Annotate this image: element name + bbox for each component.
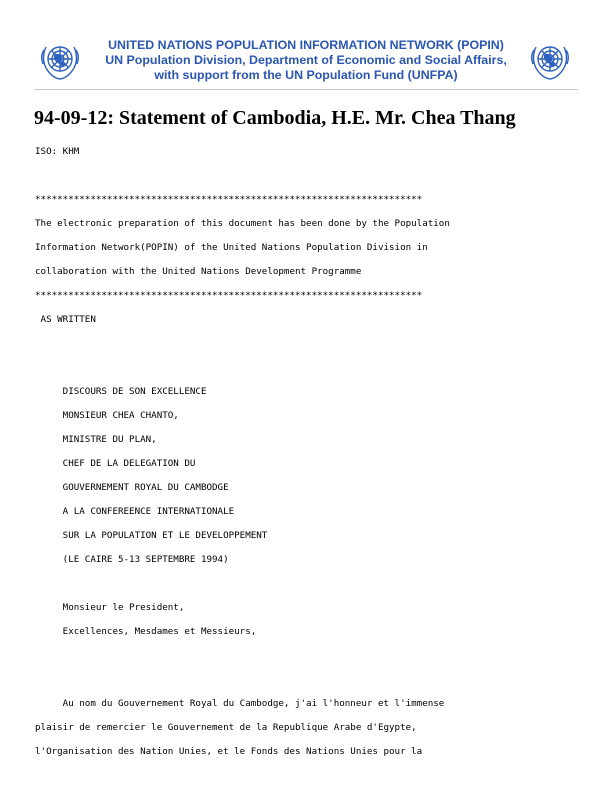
intro-line: collaboration with the United Nations Development Programme — [35, 266, 362, 277]
as-written-label: AS WRITTEN — [35, 314, 96, 325]
intro-line: The electronic preparation of this document has been done by the Population — [35, 218, 450, 229]
un-emblem-icon — [37, 38, 83, 84]
page-title: 94-09-12: Statement of Cambodia, H.E. Mr. Chea Thang — [34, 107, 516, 129]
heading-line: GOUVERNEMENT ROYAL DU CAMBODGE — [35, 482, 229, 493]
banner-line-1: UNITED NATIONS POPULATION INFORMATION NETWORK (POPIN) — [108, 38, 504, 52]
header-divider — [34, 89, 578, 90]
popin-banner — [92, 38, 520, 83]
body-line: plaisir de remercier le Gouvernement de la Republique Arabe d'Egypte, — [35, 722, 417, 733]
heading-line: CHEF DE LA DELEGATION DU — [35, 458, 196, 469]
heading-line: A LA CONFEREENCE INTERNATIONALE — [35, 506, 235, 517]
heading-line: DISCOURS DE SON EXCELLENCE — [35, 386, 207, 397]
heading-line: (LE CAIRE 5-13 SEPTEMBRE 1994) — [35, 554, 229, 565]
heading-line: SUR LA POPULATION ET LE DEVELOPPEMENT — [35, 530, 268, 541]
separator-top: ********************************************************************** — [35, 194, 423, 205]
banner-line-2: UN Population Division, Department of Economic and Social Affairs, — [105, 53, 507, 67]
separator-bottom: ********************************************************************** — [35, 290, 423, 301]
heading-line: MINISTRE DU PLAN, — [35, 434, 157, 445]
body-line: Au nom du Gouvernement Royal du Cambodge, j'ai l'honneur et l'immense — [35, 698, 445, 709]
heading-line: MONSIEUR CHEA CHANTO, — [35, 410, 179, 421]
salutation-line: Monsieur le President, — [35, 602, 185, 613]
salutation-line: Excellences, Mesdames et Messieurs, — [35, 626, 257, 637]
un-emblem-icon — [527, 38, 573, 84]
body-line: l'Organisation des Nation Unies, et le Fonds des Nations Unies pour la — [35, 746, 423, 757]
banner-line-3: with support from the UN Population Fund (UNFPA) — [154, 68, 458, 82]
page-header — [0, 0, 612, 92]
intro-line: Information Network(POPIN) of the United Nations Population Division in — [35, 242, 428, 253]
iso-code: ISO: KHM — [35, 146, 80, 157]
